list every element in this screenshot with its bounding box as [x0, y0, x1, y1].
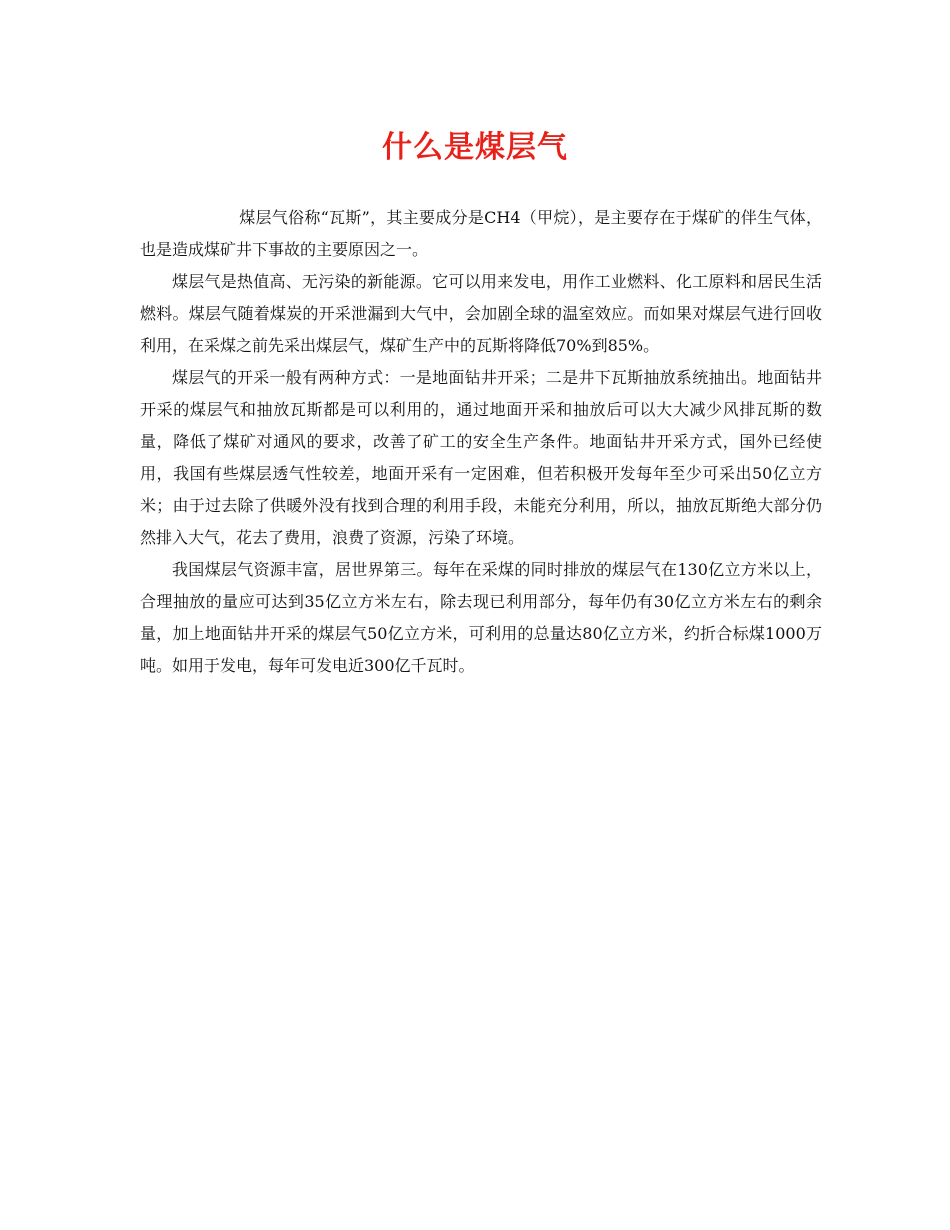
paragraph-3: 煤层气的开采一般有两种方式：一是地面钻井开采；二是井下瓦斯抽放系统抽出。地面钻井开采的煤层气和抽放瓦斯都是可以利用的，通过地面开采和抽放后可以大大减少风排瓦斯的数量，降低了煤矿对通风的要求，改善了矿工的安全生产条件。地面钻井开采方式，国外已经使用，我国有些煤层透气性较差，地面开采有一定困难，但若积极开发每年至少可采出50亿立方米；由于过去除了供暖外没有找到合理的利用手段，未能充分利用，所以，抽放瓦斯绝大部分仍然排入大气，花去了费用，浪费了资源，污染了环境。	[140, 368, 822, 547]
document-body	[140, 202, 822, 682]
paragraph-2: 煤层气是热值高、无污染的新能源。它可以用来发电，用作工业燃料、化工原料和居民生活燃料。煤层气随着煤炭的开采泄漏到大气中，会加剧全球的温室效应。而如果对煤层气进行回收利用，在采煤之前先采出煤层气，煤矿生产中的瓦斯将降低70%到85%。	[140, 272, 822, 355]
document-title: 什么是煤层气	[382, 130, 568, 165]
paragraph-4: 我国煤层气资源丰富，居世界第三。每年在采煤的同时排放的煤层气在130亿立方米以上，合理抽放的量应可达到35亿立方米左右，除去现已利用部分，每年仍有30亿立方米左右的剩余量，加上地面钻井开采的煤层气50亿立方米，可利用的总量达80亿立方米，约折合标煤1000万吨。如用于发电，每年可发电近300亿千瓦时。	[140, 560, 822, 675]
paragraph-1: 煤层气俗称“瓦斯”，其主要成分是CH4（甲烷），是主要存在于煤矿的伴生气体，也是造成煤矿井下事故的主要原因之一。	[140, 208, 822, 259]
